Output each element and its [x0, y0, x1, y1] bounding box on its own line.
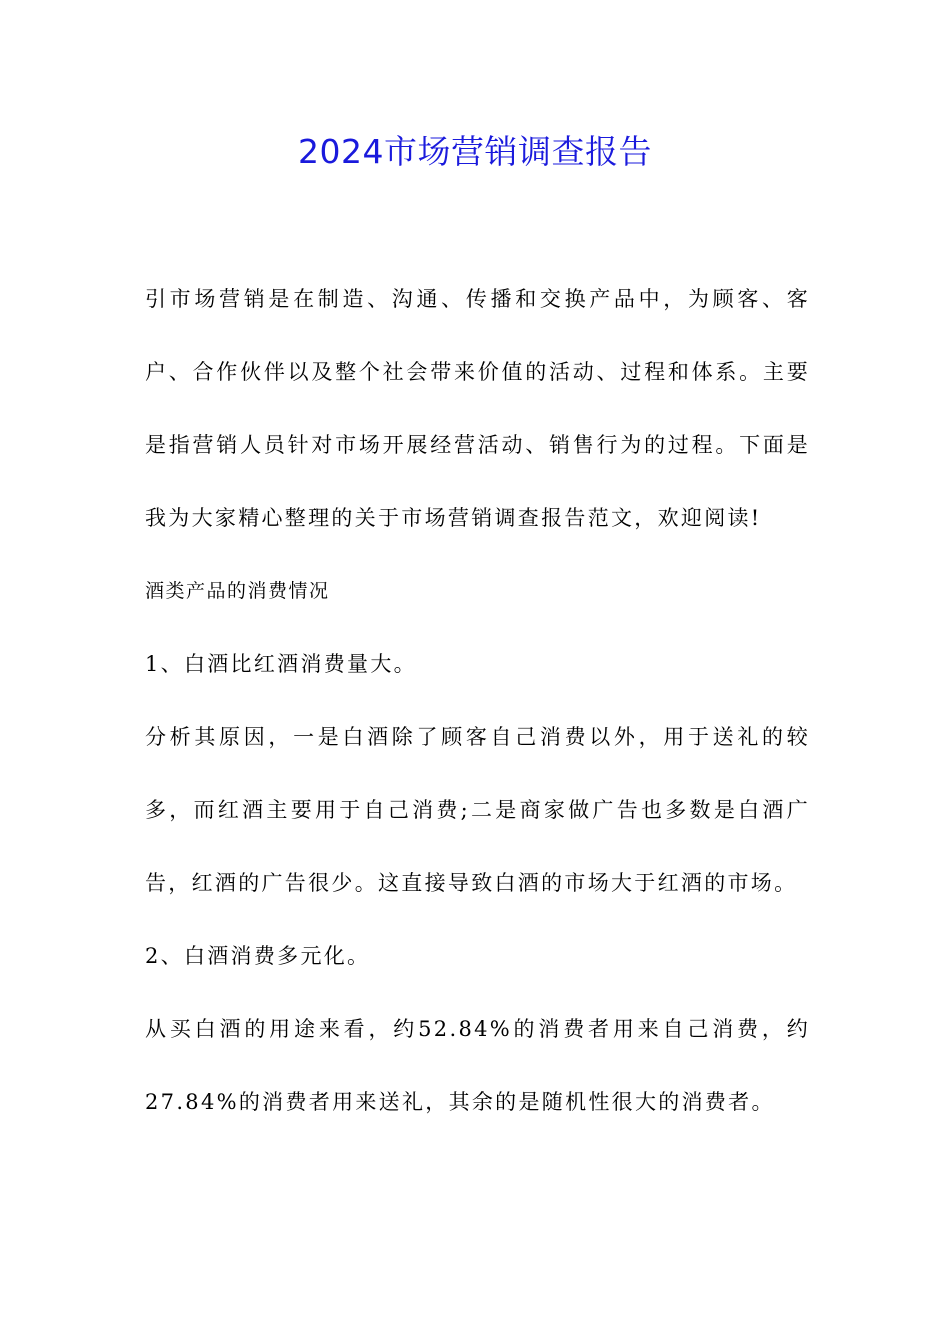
page-title: 2024市场营销调查报告 — [298, 132, 652, 171]
intro-paragraph: 引市场营销是在制造、沟通、传播和交换产品中，为顾客、客户、合作伙伴以及整个社会带来价值的活动、过程和体系。主要是指营销人员针对市场开展经营活动、销售行为的过程。下面是我为大家精心整理的关于市场营销调查报告范文，欢迎阅读! — [145, 287, 810, 530]
point-1-analysis: 分析其原因，一是白酒除了顾客自己消费以外，用于送礼的较多，而红酒主要用于自己消费;二是商家做广告也多数是白酒广告，红酒的广告很少。这直接导致白酒的市场大于红酒的市场。 — [145, 725, 810, 895]
point-1-heading: 1、白酒比红酒消费量大。 — [145, 652, 417, 676]
section-heading: 酒类产品的消费情况 — [145, 580, 330, 602]
point-2-heading: 2、白酒消费多元化。 — [145, 944, 371, 968]
document-body — [145, 263, 810, 1139]
point-2-analysis: 从买白酒的用途来看，约52.84%的消费者用来自己消费，约27.84%的消费者用来送礼，其余的是随机性很大的消费者。 — [145, 1017, 810, 1114]
